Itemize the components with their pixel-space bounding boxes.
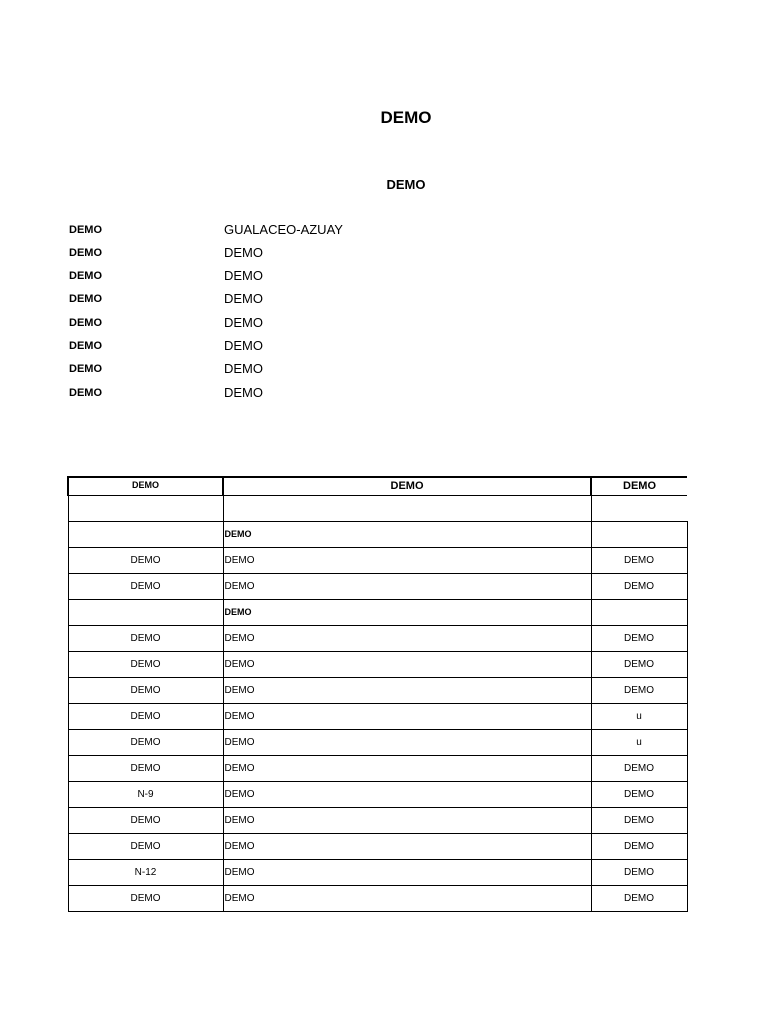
table-row: [68, 807, 687, 833]
info-value: DEMO: [224, 315, 263, 330]
cell-code: DEMO: [68, 651, 223, 677]
cell-code: DEMO: [68, 885, 223, 911]
cell-unit: DEMO: [591, 755, 687, 781]
cell-unit: [591, 599, 687, 625]
column-header: DEMO: [591, 477, 687, 495]
document-subtitle: DEMO: [386, 177, 426, 192]
cell-description: DEMO: [223, 729, 591, 755]
table-row: [68, 573, 687, 599]
cell-code: DEMO: [68, 729, 223, 755]
cell-code: DEMO: [68, 755, 223, 781]
cell-code: DEMO: [68, 807, 223, 833]
cell-description: DEMO: [223, 833, 591, 859]
header-cell: [591, 495, 687, 521]
cell-description: DEMO: [223, 573, 591, 599]
cell-unit: DEMO: [591, 677, 687, 703]
cell-code: N-9: [68, 781, 223, 807]
info-value: DEMO: [224, 385, 263, 400]
info-row: [0, 222, 700, 240]
cell-unit: DEMO: [591, 859, 687, 885]
section-row: [68, 599, 687, 625]
cell-description: DEMO: [223, 651, 591, 677]
cell-unit: DEMO: [591, 573, 687, 599]
document-title: DEMO: [380, 108, 432, 127]
cell-code: DEMO: [68, 573, 223, 599]
section-row: [68, 521, 687, 547]
cell-code: [68, 521, 223, 547]
cell-unit: [591, 521, 687, 547]
cell-code: DEMO: [68, 677, 223, 703]
table-row: [68, 885, 687, 911]
info-value: DEMO: [224, 338, 263, 353]
info-value: DEMO: [224, 361, 263, 376]
table-row: [68, 651, 687, 677]
cell-unit: DEMO: [591, 651, 687, 677]
cell-unit: u: [591, 729, 687, 755]
table-header-spacer: [68, 495, 687, 521]
info-row: [0, 385, 700, 403]
cell-unit: DEMO: [591, 547, 687, 573]
table-row: [68, 781, 687, 807]
info-value: DEMO: [224, 291, 263, 306]
cell-description: DEMO: [223, 677, 591, 703]
cell-description: DEMO: [223, 625, 591, 651]
info-row: [0, 245, 700, 263]
info-value: DEMO: [224, 245, 263, 260]
cell-code: DEMO: [68, 703, 223, 729]
info-label: DEMO: [69, 363, 102, 375]
table-row: [68, 729, 687, 755]
cell-unit: DEMO: [591, 885, 687, 911]
header-cell: [68, 495, 223, 521]
cell-code: DEMO: [68, 625, 223, 651]
cell-code: DEMO: [68, 547, 223, 573]
items-table: [67, 476, 688, 912]
info-label: DEMO: [69, 270, 102, 282]
info-label: DEMO: [69, 387, 102, 399]
table-row: [68, 703, 687, 729]
info-row: [0, 268, 700, 286]
cell-description: DEMO: [223, 885, 591, 911]
info-row: [0, 338, 700, 356]
column-header: DEMO: [68, 477, 223, 495]
info-label: DEMO: [69, 247, 102, 259]
column-header: DEMO: [223, 477, 591, 495]
cell-code: N-12: [68, 859, 223, 885]
cell-description: DEMO: [223, 703, 591, 729]
cell-unit: DEMO: [591, 781, 687, 807]
header-cell: [223, 495, 591, 521]
cell-description: DEMO: [223, 781, 591, 807]
info-value: GUALACEO-AZUAY: [224, 222, 343, 237]
cell-code: DEMO: [68, 833, 223, 859]
info-label: DEMO: [69, 224, 102, 236]
info-label: DEMO: [69, 317, 102, 329]
info-row: [0, 361, 700, 379]
cell-unit: DEMO: [591, 625, 687, 651]
cell-description: DEMO: [223, 859, 591, 885]
cell-code: [68, 599, 223, 625]
table-row: [68, 833, 687, 859]
cell-unit: DEMO: [591, 807, 687, 833]
cell-description: DEMO: [223, 807, 591, 833]
table-header-row: [68, 477, 687, 495]
info-label: DEMO: [69, 340, 102, 352]
table-row: [68, 859, 687, 885]
table-row: [68, 625, 687, 651]
cell-unit: u: [591, 703, 687, 729]
cell-description: DEMO: [223, 547, 591, 573]
info-row: [0, 315, 700, 333]
cell-description: DEMO: [223, 599, 591, 625]
info-label: DEMO: [69, 293, 102, 305]
table-row: [68, 547, 687, 573]
table-row: [68, 677, 687, 703]
cell-unit: DEMO: [591, 833, 687, 859]
info-row: [0, 291, 700, 309]
table-row: [68, 755, 687, 781]
cell-description: DEMO: [223, 755, 591, 781]
info-value: DEMO: [224, 268, 263, 283]
cell-description: DEMO: [223, 521, 591, 547]
